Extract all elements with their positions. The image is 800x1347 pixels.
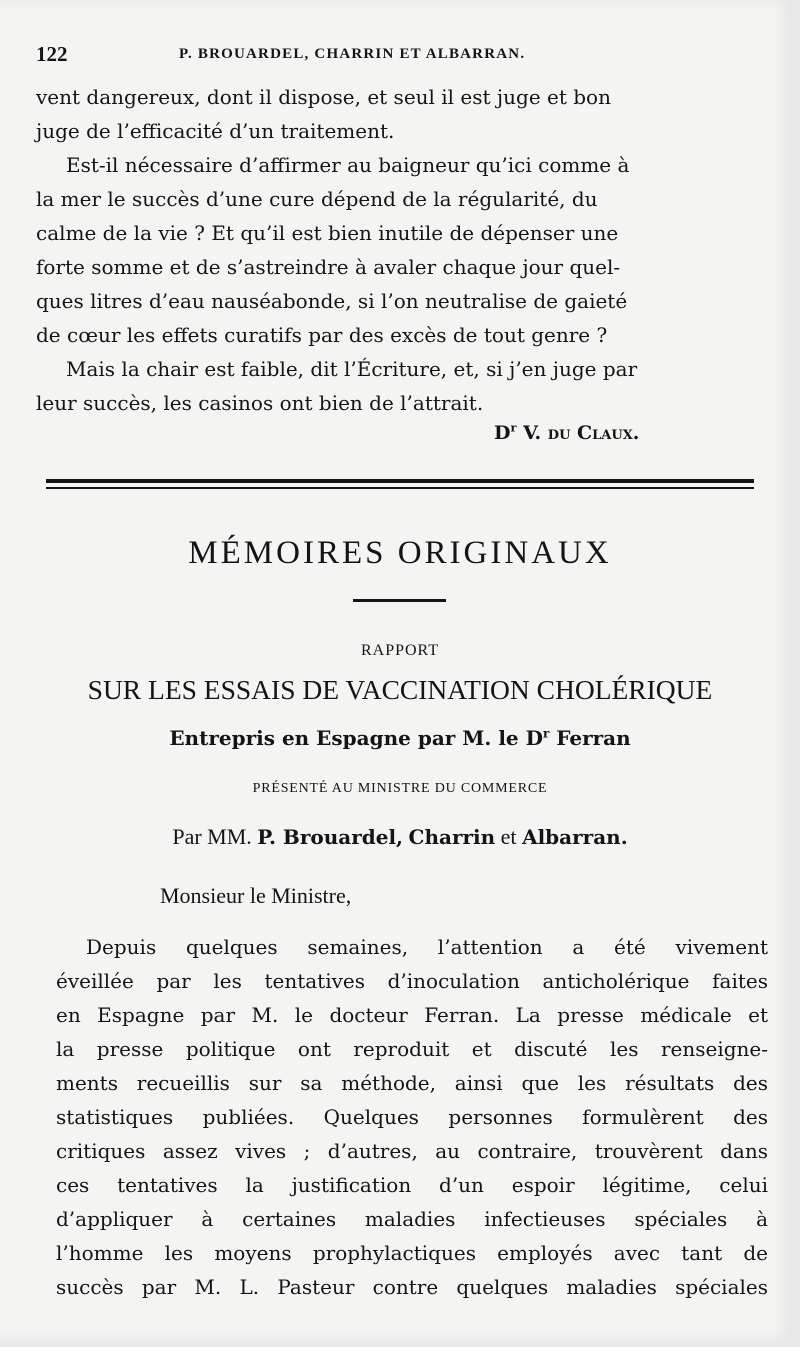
report-kicker: RAPPORT — [360, 642, 440, 659]
text-line: Mais la chair est faible, dit l’Écriture, et, si j’en juge par — [66, 357, 638, 381]
body-line: critiques assez vives ; d’autres, au contraire, trouvèrent dans — [56, 1139, 768, 1163]
text-line: leur succès, les casinos ont bien de l’attrait. — [36, 391, 484, 415]
signature — [494, 422, 639, 444]
body-line: ments recueillis sur sa méthode, ainsi que les résultats des — [56, 1071, 768, 1095]
title-rule — [353, 599, 446, 602]
presented-line: PRÉSENTÉ AU MINISTRE DU COMMERCE — [252, 781, 548, 796]
paragraph-1 — [36, 80, 753, 148]
paragraph-3 — [36, 352, 753, 420]
body-line: d’appliquer à certaines maladies infectieuses spéciales à — [56, 1207, 768, 1231]
paragraph-2 — [36, 148, 753, 352]
text-line: forte somme et de s’astreindre à avaler chaque jour quel- — [36, 255, 621, 279]
signature-name: du Claux. — [547, 422, 640, 444]
authors-prefix: Par MM. — [172, 824, 252, 849]
author-1: P. Brouardel, — [257, 825, 404, 849]
authors-conjunction: et — [500, 824, 517, 849]
text-line: juge de l’efficacité d’un traitement. — [36, 119, 395, 143]
text-line: de cœur les effets curatifs par des excès de tout genre ? — [36, 323, 608, 347]
author-2: Charrin — [408, 825, 496, 849]
report-subtitle-before: Entrepris en Espagne par M. le D — [169, 726, 543, 750]
salutation: Monsieur le Ministre, — [160, 883, 352, 908]
signature-prefix-sup: r — [510, 420, 517, 435]
body-line: Depuis quelques semaines, l’attention a été vivement — [86, 935, 768, 959]
body-line: ces tentatives la justification d’un espoir légitime, celui — [56, 1173, 768, 1197]
body-line: l’homme les moyens prophylactiques employés avec tant de — [56, 1241, 768, 1265]
text-line: vent dangereux, dont il dispose, et seul il est juge et bon — [36, 85, 611, 109]
text-line: ques litres d’eau nauséabonde, si l’on neutralise de gaieté — [36, 289, 628, 313]
section-divider-thin — [46, 487, 754, 489]
signature-prefix: D — [494, 422, 511, 444]
page-number: 122 — [36, 42, 68, 66]
body-line: la presse politique ont reproduit et discuté les renseigne- — [56, 1037, 768, 1061]
section-divider-thick — [46, 479, 754, 483]
report-subtitle — [0, 726, 800, 750]
text-line: calme de la vie ? Et qu’il est bien inutile de dépenser une — [36, 221, 619, 245]
section-title: MÉMOIRES ORIGINAUX — [188, 535, 612, 571]
signature-initial: V. — [523, 422, 542, 444]
text-line: la mer le succès d’une cure dépend de la régularité, du — [36, 187, 598, 211]
running-head: P. BROUARDEL, CHARRIN ET ALBARRAN. — [179, 46, 526, 62]
report-title: SUR LES ESSAIS DE VACCINATION CHOLÉRIQUE — [87, 674, 713, 705]
body-line: en Espagne par M. le docteur Ferran. La presse médicale et — [56, 1003, 768, 1027]
author-3: Albarran. — [522, 825, 628, 849]
report-subtitle-sup: r — [542, 726, 550, 741]
authors-line — [0, 824, 800, 850]
report-subtitle-after: Ferran — [549, 726, 631, 750]
body-line: succès par M. L. Pasteur contre quelques maladies spéciales — [56, 1275, 768, 1299]
body-line: statistiques publiées. Quelques personnes formulèrent des — [56, 1105, 768, 1129]
text-line: Est-il nécessaire d’affirmer au baigneur qu’ici comme à — [66, 153, 630, 177]
report-body — [56, 930, 768, 1304]
body-line: éveillée par les tentatives d’inoculation anticholérique faites — [56, 969, 768, 993]
